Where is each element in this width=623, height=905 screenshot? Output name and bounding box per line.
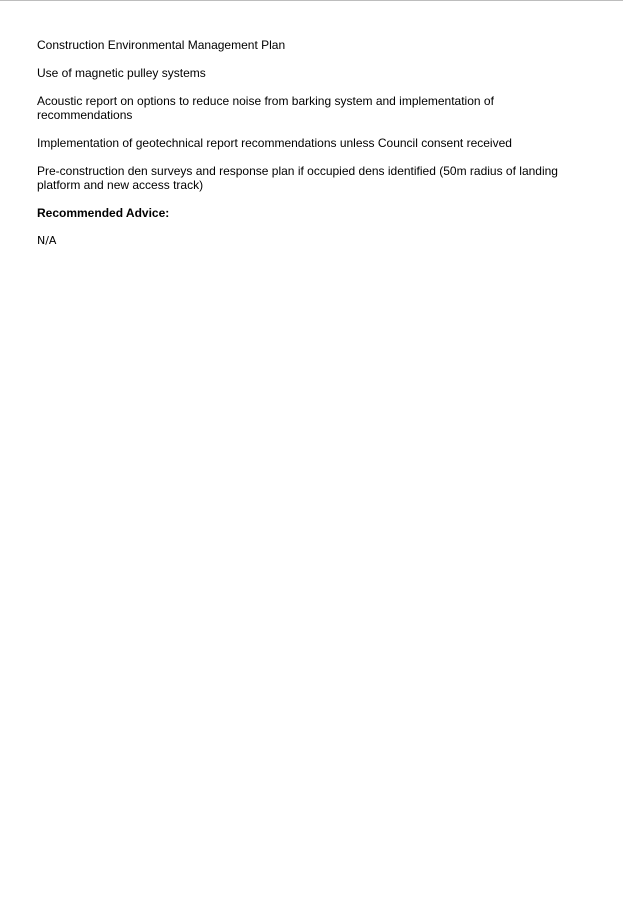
condition-item: Construction Environmental Management Plan xyxy=(37,38,286,52)
condition-item: Use of magnetic pulley systems xyxy=(37,66,206,80)
recommended-advice-heading: Recommended Advice: xyxy=(37,206,170,220)
condition-item: Pre-construction den surveys and response plan if occupied dens identified (50m radius of landing platform and new access track) xyxy=(37,164,558,192)
document-body xyxy=(37,38,587,248)
condition-item: Acoustic report on options to reduce noise from barking system and implementation of recommendations xyxy=(37,94,494,122)
recommended-advice-value: N/A xyxy=(37,234,57,247)
condition-item: Implementation of geotechnical report recommendations unless Council consent received xyxy=(37,136,512,150)
